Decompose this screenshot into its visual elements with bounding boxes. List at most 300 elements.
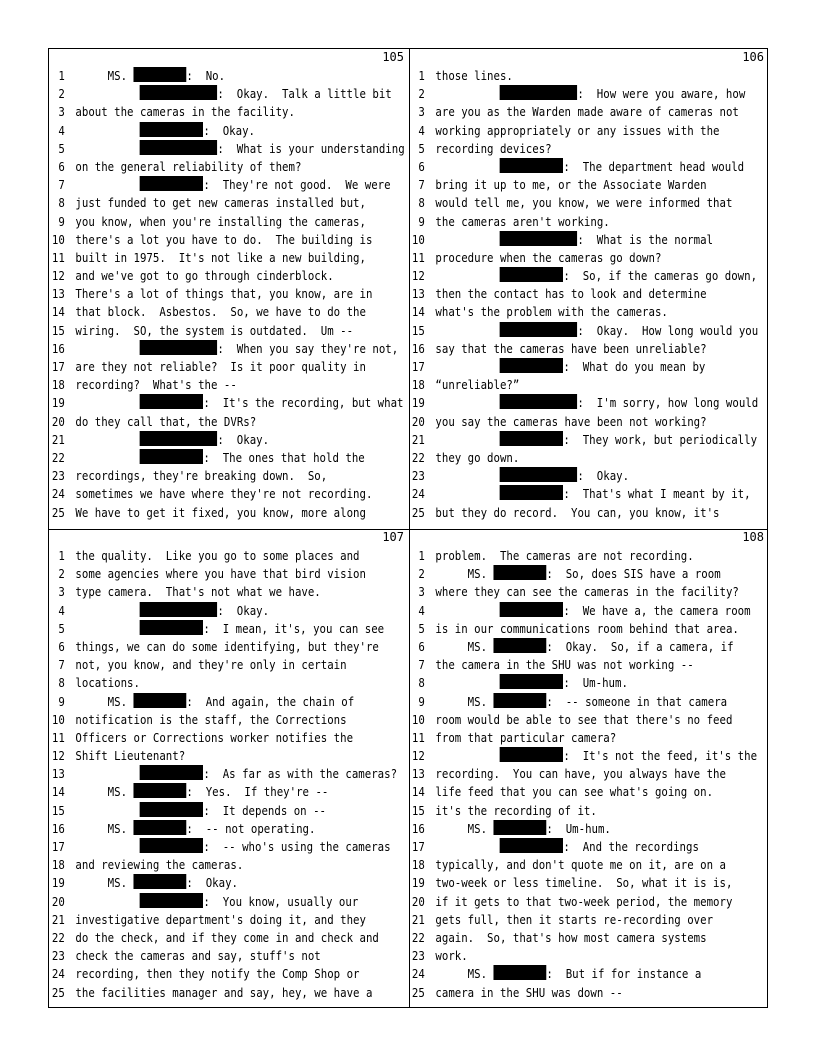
transcript-line xyxy=(409,765,726,783)
text-segment: bring it up to me, or the Associate Warden xyxy=(435,178,707,193)
line-number: 10 xyxy=(411,232,425,247)
line-number: 17 xyxy=(411,840,425,854)
text-segment: : I'm sorry, how long would xyxy=(577,396,759,411)
transcript-line xyxy=(49,893,366,911)
line-text xyxy=(75,124,255,138)
text-segment: : They're not good. We were xyxy=(203,178,391,193)
line-text xyxy=(75,967,359,981)
text-segment: : Okay. So, if a camera, if xyxy=(546,639,734,654)
text-segment: if it gets to that two-week period, the memory xyxy=(435,894,733,909)
redaction-bar xyxy=(500,838,563,853)
text-segment: : It's the recording, but what xyxy=(203,396,404,411)
line-text xyxy=(75,269,333,283)
redaction-bar xyxy=(494,965,547,980)
transcript-line xyxy=(49,874,366,892)
text-segment: but they do record. You can, you know, it's xyxy=(435,505,720,520)
transcript-line xyxy=(409,893,733,911)
line-text xyxy=(75,196,366,210)
line-number: 14 xyxy=(51,785,65,800)
line-number: 11 xyxy=(51,250,65,265)
line-number: 5 xyxy=(58,141,65,156)
line-number: 21 xyxy=(411,432,425,447)
text-segment: camera in the SHU was down -- xyxy=(435,985,623,1000)
page-number: 105 xyxy=(382,50,404,64)
line-number: 10 xyxy=(51,232,65,247)
text-segment xyxy=(75,895,140,909)
redaction-bar xyxy=(500,674,563,689)
text-segment: that block. Asbestos. So, we have to do the xyxy=(75,305,366,320)
line-number: 14 xyxy=(51,305,65,320)
transcript-grid xyxy=(48,48,768,1008)
redaction-bar xyxy=(500,747,563,762)
text-segment: : Okay. xyxy=(203,123,255,138)
line-number: 15 xyxy=(411,323,425,338)
transcript-line xyxy=(49,602,366,620)
transcript-line xyxy=(409,158,745,176)
line-text xyxy=(75,913,366,927)
text-segment: would tell me, you know, we were informed that xyxy=(435,196,733,211)
transcript-line xyxy=(409,303,726,321)
transcript-line xyxy=(49,358,366,376)
line-text xyxy=(75,840,390,854)
text-segment: : No. xyxy=(186,69,226,83)
transcript-line xyxy=(409,783,726,801)
text-segment: : We have a, the camera room xyxy=(563,603,751,618)
line-text xyxy=(75,585,320,599)
line-number: 20 xyxy=(51,894,65,909)
line-text xyxy=(75,731,353,745)
line-number: 6 xyxy=(418,639,425,654)
line-number: 17 xyxy=(411,360,425,374)
line-number: 25 xyxy=(51,985,65,1000)
transcript-line xyxy=(49,213,366,231)
text-segment: : They work, but periodically xyxy=(563,432,758,447)
transcript-line xyxy=(49,820,366,838)
line-text xyxy=(435,305,667,319)
transcript-line xyxy=(409,656,726,674)
text-segment: MS. xyxy=(75,69,134,83)
line-number: 17 xyxy=(51,360,65,374)
line-text xyxy=(435,124,719,138)
line-text xyxy=(435,876,732,890)
line-number: 25 xyxy=(411,505,425,520)
text-segment: things, we can do some identifying, but they're xyxy=(75,639,379,654)
redaction-bar xyxy=(134,874,187,889)
line-number: 21 xyxy=(51,432,65,447)
redaction-bar xyxy=(500,85,577,100)
redaction-bar xyxy=(140,802,203,817)
text-segment: : And the recordings xyxy=(563,840,699,854)
line-text xyxy=(75,506,366,520)
redaction-bar xyxy=(134,820,187,835)
text-segment: you know, when you're installing the cameras, xyxy=(75,214,366,229)
text-segment: room would be able to see that there's no feed xyxy=(435,712,733,727)
transcript-line xyxy=(49,965,366,983)
redaction-bar xyxy=(140,122,203,137)
line-text xyxy=(435,804,596,818)
line-text xyxy=(75,69,225,83)
text-segment: check the cameras and say, stuff's not xyxy=(75,949,321,964)
line-text xyxy=(75,324,353,338)
line-text xyxy=(75,305,366,319)
line-number: 19 xyxy=(51,876,65,891)
line-text xyxy=(435,415,706,429)
transcript-line xyxy=(49,394,404,412)
transcript-line xyxy=(409,485,751,503)
line-text xyxy=(75,931,378,945)
text-segment xyxy=(75,604,140,618)
line-number: 23 xyxy=(51,949,65,964)
text-segment xyxy=(435,360,500,374)
transcript-line xyxy=(409,194,733,212)
transcript-line xyxy=(49,711,366,729)
transcript-line xyxy=(409,620,739,638)
line-text xyxy=(75,549,359,563)
transcript-line xyxy=(49,802,366,820)
text-segment: : As far as with the cameras? xyxy=(203,767,398,782)
text-segment: MS. xyxy=(435,567,494,582)
redaction-bar xyxy=(140,838,203,853)
line-number: 9 xyxy=(58,694,65,709)
text-segment: it's the recording of it. xyxy=(435,803,597,818)
line-number: 24 xyxy=(411,487,425,502)
text-segment: the quality. Like you go to some places and xyxy=(75,549,360,563)
text-segment: There's a lot of things that, you know, are in xyxy=(75,287,373,302)
line-text xyxy=(435,378,519,392)
redaction-bar xyxy=(500,467,577,482)
line-text xyxy=(75,378,236,392)
line-text xyxy=(75,178,390,192)
transcript-line xyxy=(49,413,366,431)
text-segment: the camera in the SHU was not working -- xyxy=(435,658,694,673)
line-text xyxy=(75,287,372,301)
transcript-line xyxy=(409,802,726,820)
transcript-line xyxy=(409,638,734,656)
line-number: 4 xyxy=(58,123,65,138)
line-text xyxy=(75,749,185,763)
line-text xyxy=(435,87,745,101)
text-segment: : The ones that hold the xyxy=(203,450,365,465)
text-segment: are you as the Warden made aware of cameras not xyxy=(435,105,739,120)
redaction-bar xyxy=(140,85,217,100)
line-text xyxy=(435,858,726,872)
text-segment: type camera. That's not what we have. xyxy=(75,585,321,600)
page-number: 106 xyxy=(742,50,764,64)
transcript-line xyxy=(409,674,726,692)
line-number: 2 xyxy=(418,87,425,102)
transcript-line xyxy=(409,67,726,85)
text-segment: locations. xyxy=(75,676,140,691)
text-segment xyxy=(435,840,500,854)
text-segment: MS. xyxy=(75,694,134,709)
text-segment: : But if for instance a xyxy=(546,967,702,982)
transcript-line xyxy=(49,449,366,467)
line-number: 9 xyxy=(58,214,65,229)
text-segment: : -- someone in that camera xyxy=(546,694,728,709)
line-number: 9 xyxy=(418,214,425,229)
line-text xyxy=(435,196,732,210)
text-segment: where they can see the cameras in the facility? xyxy=(435,585,739,600)
line-number: 23 xyxy=(411,469,425,484)
line-text xyxy=(75,415,256,429)
line-number: 2 xyxy=(58,567,65,582)
line-text xyxy=(75,949,320,963)
transcript-line xyxy=(409,856,726,874)
line-number: 23 xyxy=(411,949,425,964)
line-text xyxy=(435,360,705,374)
line-text xyxy=(435,160,744,174)
transcript-line xyxy=(409,929,726,947)
transcript-line xyxy=(49,638,379,656)
transcript-line xyxy=(409,449,726,467)
line-number: 1 xyxy=(58,69,65,83)
text-segment: MS. xyxy=(435,821,494,836)
transcript-line xyxy=(409,285,726,303)
line-number: 7 xyxy=(418,178,425,193)
text-segment: MS. xyxy=(75,821,134,836)
line-text xyxy=(75,986,372,1000)
text-segment xyxy=(75,142,140,156)
transcript-line xyxy=(409,340,726,358)
transcript-line xyxy=(409,693,726,711)
line-number: 7 xyxy=(418,658,425,673)
page-lines xyxy=(49,67,409,522)
line-number: 6 xyxy=(58,159,65,174)
transcript-line xyxy=(49,620,385,638)
line-number: 22 xyxy=(411,930,425,945)
transcript-line xyxy=(409,874,733,892)
line-number: 13 xyxy=(411,767,425,782)
text-segment: some agencies where you have that bird vision xyxy=(75,567,366,582)
transcript-line xyxy=(49,856,366,874)
transcript-line xyxy=(49,140,405,158)
transcript-line xyxy=(409,820,726,838)
line-number: 8 xyxy=(58,196,65,211)
transcript-line xyxy=(409,103,739,121)
text-segment: procedure when the cameras go down? xyxy=(435,250,662,265)
redaction-bar xyxy=(140,431,217,446)
line-number: 10 xyxy=(411,712,425,727)
transcript-line xyxy=(409,376,726,394)
text-segment xyxy=(435,324,500,338)
text-segment: there's a lot you have to do. The building is xyxy=(75,232,373,247)
transcript-line xyxy=(49,911,366,929)
transcript-line xyxy=(409,838,726,856)
text-segment: : Yes. If they're -- xyxy=(186,785,329,800)
line-number: 8 xyxy=(418,676,425,691)
transcript-line xyxy=(409,467,726,485)
line-number: 21 xyxy=(411,912,425,927)
line-text xyxy=(435,640,733,654)
redaction-bar xyxy=(134,693,187,708)
text-segment: recording? What's the -- xyxy=(75,378,237,393)
line-number: 1 xyxy=(418,549,425,563)
transcript-line xyxy=(409,547,726,565)
line-text xyxy=(435,913,713,927)
line-text xyxy=(435,785,713,799)
line-text xyxy=(75,342,398,356)
transcript-line xyxy=(49,693,366,711)
text-segment xyxy=(435,160,500,174)
text-segment: do the check, and if they come in and check and xyxy=(75,930,379,945)
line-text xyxy=(75,876,238,890)
line-number: 9 xyxy=(418,694,425,709)
text-segment xyxy=(435,676,500,690)
line-number: 11 xyxy=(411,250,425,265)
transcript-line xyxy=(409,140,726,158)
transcript-line xyxy=(49,565,366,583)
line-text xyxy=(435,396,758,410)
line-number: 20 xyxy=(411,414,425,429)
line-text xyxy=(75,604,269,618)
transcript-line xyxy=(49,674,366,692)
redaction-bar xyxy=(140,449,203,464)
line-number: 15 xyxy=(411,803,425,818)
line-text xyxy=(75,767,397,781)
line-text xyxy=(435,469,629,483)
line-number: 3 xyxy=(418,585,425,600)
redaction-bar xyxy=(500,485,563,500)
text-segment: : How were you aware, how xyxy=(577,87,746,102)
text-segment: those lines. xyxy=(435,69,513,83)
line-number: 17 xyxy=(51,840,65,854)
transcript-line xyxy=(409,984,726,1002)
line-number: 3 xyxy=(58,105,65,120)
transcript-line xyxy=(49,504,366,522)
line-number: 16 xyxy=(51,341,65,356)
text-segment: : I mean, it's, you can see xyxy=(203,621,385,636)
text-segment: two-week or less timeline. So, what it is is, xyxy=(435,876,733,891)
text-segment xyxy=(435,233,500,247)
line-text xyxy=(435,749,757,763)
text-segment: built in 1975. It's not like a new building, xyxy=(75,250,366,265)
text-segment: about the cameras in the facility. xyxy=(75,105,295,120)
line-text xyxy=(435,931,706,945)
transcript-line xyxy=(49,231,373,249)
text-segment xyxy=(75,451,140,465)
transcript-line xyxy=(409,504,726,522)
text-segment: is in our communications room behind that area. xyxy=(435,621,739,636)
line-text xyxy=(435,105,738,119)
transcript-line xyxy=(49,176,391,194)
text-segment xyxy=(435,469,500,483)
line-text xyxy=(435,731,616,745)
text-segment: : Okay. xyxy=(217,603,270,618)
transcript-line xyxy=(49,485,373,503)
text-segment: the cameras aren't working. xyxy=(435,214,610,229)
line-number: 16 xyxy=(411,821,425,836)
line-text xyxy=(435,622,738,636)
transcript-line xyxy=(409,358,726,376)
transcript-line xyxy=(409,965,726,983)
transcript-line xyxy=(49,984,373,1002)
line-text xyxy=(435,178,706,192)
text-segment: : Okay. Talk a little bit xyxy=(217,87,392,102)
text-segment: : When you say they're not, xyxy=(217,341,399,356)
redaction-bar xyxy=(140,140,217,155)
text-segment: and reviewing the cameras. xyxy=(75,858,244,873)
transcript-page xyxy=(49,49,409,529)
line-text xyxy=(435,451,519,465)
transcript-line xyxy=(49,547,366,565)
text-segment: MS. xyxy=(75,785,134,800)
text-segment: again. So, that's how most camera systems xyxy=(435,930,707,945)
text-segment xyxy=(435,433,500,447)
redaction-bar xyxy=(140,602,217,617)
redaction-bar xyxy=(500,358,563,373)
transcript-line xyxy=(409,231,726,249)
text-segment xyxy=(435,269,500,283)
transcript-line xyxy=(409,322,759,340)
line-text xyxy=(435,822,610,836)
line-number: 21 xyxy=(51,912,65,927)
line-number: 19 xyxy=(411,396,425,411)
text-segment: : It's not the feed, it's the xyxy=(563,749,758,764)
text-segment: recording. You can have, you always have the xyxy=(435,767,726,782)
line-number: 18 xyxy=(411,858,425,873)
line-text xyxy=(75,713,346,727)
line-text xyxy=(75,105,295,119)
line-text xyxy=(75,451,364,465)
redaction-bar xyxy=(500,394,577,409)
line-number: 13 xyxy=(51,287,65,302)
line-number: 20 xyxy=(51,414,65,429)
text-segment: do they call that, the DVRs? xyxy=(75,414,257,429)
line-text xyxy=(75,433,269,447)
line-text xyxy=(75,676,140,690)
line-number: 15 xyxy=(51,803,65,818)
line-text xyxy=(75,640,378,654)
transcript-page xyxy=(409,529,769,1009)
line-number: 13 xyxy=(411,287,425,302)
text-segment: “unreliable?” xyxy=(435,378,520,393)
line-number: 22 xyxy=(51,450,65,465)
redaction-bar xyxy=(140,765,203,780)
page-lines xyxy=(409,547,769,1002)
transcript-line xyxy=(49,583,366,601)
line-text xyxy=(75,360,366,374)
transcript-line xyxy=(49,285,373,303)
transcript-line xyxy=(409,602,751,620)
page-lines xyxy=(49,547,409,1002)
transcript-line xyxy=(49,67,366,85)
line-number: 5 xyxy=(58,621,65,636)
line-number: 22 xyxy=(411,450,425,465)
text-segment: : What is the normal xyxy=(577,232,714,247)
line-number: 7 xyxy=(58,178,65,193)
redaction-bar xyxy=(500,231,577,246)
line-number: 18 xyxy=(51,378,65,393)
line-text xyxy=(75,233,372,247)
line-number: 2 xyxy=(418,567,425,582)
line-text xyxy=(435,695,727,709)
text-segment: : And again, the chain of xyxy=(186,694,355,709)
text-segment xyxy=(75,342,140,356)
line-text xyxy=(75,804,326,818)
line-text xyxy=(435,287,706,301)
line-text xyxy=(435,69,512,83)
line-text xyxy=(75,658,346,672)
line-number: 18 xyxy=(51,858,65,873)
line-text xyxy=(435,269,757,283)
text-segment: MS. xyxy=(75,876,134,891)
line-number: 8 xyxy=(58,676,65,691)
line-text xyxy=(435,840,699,854)
line-text xyxy=(75,87,391,101)
line-number: 6 xyxy=(418,159,425,174)
line-number: 19 xyxy=(411,876,425,891)
line-number: 13 xyxy=(51,767,65,782)
